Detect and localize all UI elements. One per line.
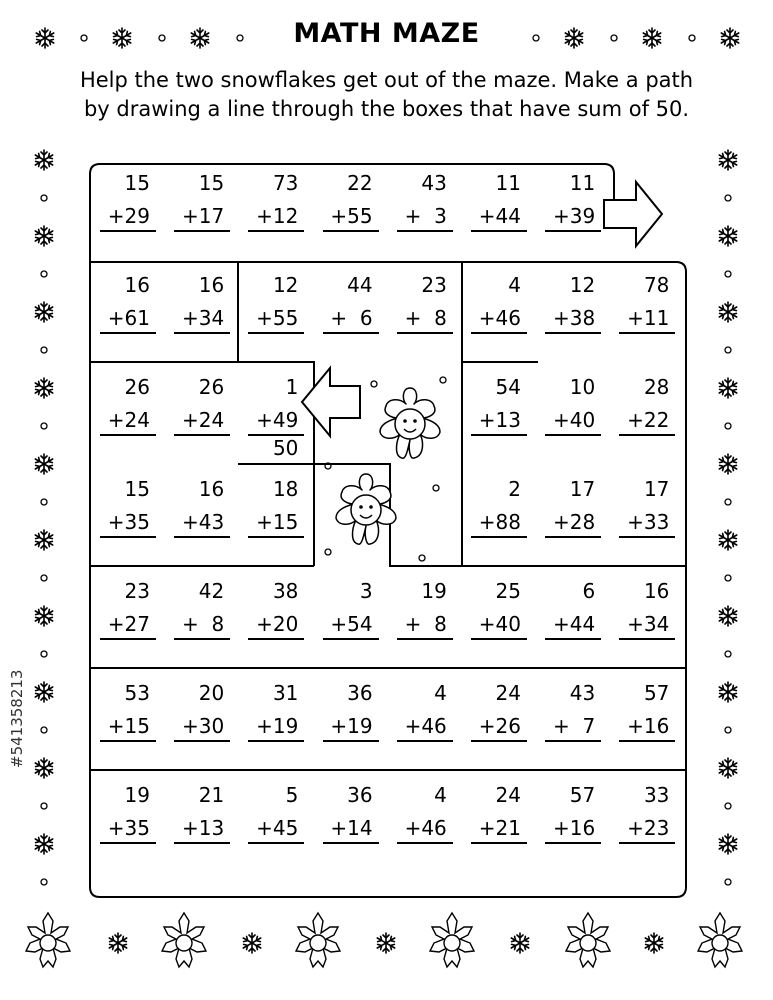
addend-top: 33 bbox=[643, 783, 670, 807]
maze-cell[interactable] bbox=[535, 162, 609, 262]
sum-line bbox=[397, 638, 453, 640]
addend-top: 53 bbox=[124, 681, 150, 705]
maze-cell[interactable] bbox=[609, 570, 683, 670]
addend-bottom: +34 bbox=[181, 306, 225, 330]
addend-bottom: +45 bbox=[256, 816, 299, 840]
addend-bottom: +14 bbox=[330, 816, 373, 840]
addend-top: 10 bbox=[569, 375, 596, 399]
sum-line bbox=[545, 536, 601, 538]
maze-cell[interactable] bbox=[313, 162, 387, 262]
addend-top: 57 bbox=[569, 783, 596, 807]
addend-bottom: +35 bbox=[107, 510, 150, 534]
addend-bottom: +30 bbox=[181, 714, 225, 738]
sum-line bbox=[397, 332, 453, 334]
addend-bottom: +12 bbox=[256, 204, 299, 228]
addend-bottom: +23 bbox=[627, 816, 670, 840]
maze-cell[interactable] bbox=[535, 570, 609, 670]
addend-bottom: +35 bbox=[107, 816, 150, 840]
addend-bottom: +55 bbox=[330, 204, 373, 228]
addend-bottom: +49 bbox=[256, 408, 299, 432]
addend-top: 4 bbox=[434, 783, 447, 807]
sum-line bbox=[100, 740, 156, 742]
addend-top: 22 bbox=[347, 171, 373, 195]
addend-bottom: +46 bbox=[478, 306, 521, 330]
maze-cell[interactable] bbox=[387, 162, 461, 262]
smiling-snowflake-icon bbox=[380, 388, 440, 458]
page-title: MATH MAZE bbox=[293, 18, 480, 49]
addend-bottom: +21 bbox=[478, 816, 521, 840]
addend-bottom: + 8 bbox=[181, 612, 225, 636]
sum-line bbox=[545, 638, 601, 640]
sum-line bbox=[471, 230, 527, 232]
sum-line bbox=[545, 740, 601, 742]
addend-bottom: +46 bbox=[404, 714, 447, 738]
maze-cell[interactable] bbox=[461, 672, 535, 772]
addend-bottom: + 8 bbox=[404, 612, 447, 636]
maze-cell[interactable] bbox=[609, 264, 683, 364]
addend-bottom: +44 bbox=[478, 204, 521, 228]
sum-line bbox=[174, 230, 230, 232]
sum-line bbox=[323, 332, 379, 334]
addend-top: 17 bbox=[569, 477, 596, 501]
maze-cell[interactable] bbox=[238, 570, 312, 670]
sum-line bbox=[248, 740, 304, 742]
addend-bottom: + 3 bbox=[404, 204, 447, 228]
addend-top: 36 bbox=[347, 783, 373, 807]
addend-top: 21 bbox=[198, 783, 225, 807]
instruction-line: by drawing a line through the boxes that have sum of 50. bbox=[83, 97, 690, 121]
addend-bottom: +38 bbox=[552, 306, 596, 330]
addend-bottom: +17 bbox=[181, 204, 225, 228]
addend-bottom: +40 bbox=[478, 612, 521, 636]
maze-cell[interactable] bbox=[313, 264, 387, 364]
maze-cell[interactable] bbox=[90, 570, 164, 670]
sum-line bbox=[619, 842, 675, 844]
addend-top: 11 bbox=[569, 171, 596, 195]
addend-top: 1 bbox=[285, 375, 299, 399]
addend-top: 23 bbox=[421, 273, 447, 297]
addend-top: 43 bbox=[569, 681, 596, 705]
instruction-line: Help the two snowflakes get out of the maze. Make a path bbox=[79, 68, 694, 92]
addend-bottom: +24 bbox=[181, 408, 225, 432]
addend-top: 19 bbox=[421, 579, 447, 603]
addend-top: 38 bbox=[272, 579, 299, 603]
addend-bottom: +54 bbox=[330, 612, 373, 636]
addend-bottom: +11 bbox=[627, 306, 670, 330]
sum-line bbox=[248, 230, 304, 232]
maze-cell[interactable] bbox=[238, 672, 312, 772]
maze-cell[interactable] bbox=[90, 162, 164, 262]
addend-bottom: +55 bbox=[256, 306, 299, 330]
addend-top: 23 bbox=[124, 579, 150, 603]
sum-line bbox=[248, 842, 304, 844]
addend-bottom: +39 bbox=[552, 204, 596, 228]
sum-line bbox=[100, 638, 156, 640]
sum-line bbox=[323, 638, 379, 640]
addend-top: 19 bbox=[124, 783, 150, 807]
addend-bottom: + 6 bbox=[330, 306, 373, 330]
maze-cell[interactable] bbox=[164, 774, 238, 874]
sum-line bbox=[397, 230, 453, 232]
addend-top: 57 bbox=[643, 681, 670, 705]
sum-line bbox=[471, 842, 527, 844]
maze-cell[interactable] bbox=[461, 366, 535, 466]
maze-cell[interactable] bbox=[238, 468, 312, 568]
addend-bottom: +40 bbox=[552, 408, 596, 432]
maze-cell[interactable] bbox=[387, 774, 461, 874]
addend-top: 24 bbox=[495, 681, 521, 705]
maze-cell[interactable] bbox=[238, 774, 312, 874]
maze-cell[interactable] bbox=[609, 774, 683, 874]
sum-line bbox=[545, 332, 601, 334]
sum-line bbox=[545, 842, 601, 844]
addend-top: 16 bbox=[198, 477, 225, 501]
addend-top: 42 bbox=[198, 579, 225, 603]
maze-cell[interactable] bbox=[164, 672, 238, 772]
addend-top: 16 bbox=[198, 273, 225, 297]
addend-top: 17 bbox=[643, 477, 670, 501]
addend-top: 5 bbox=[285, 783, 299, 807]
sum-line bbox=[248, 638, 304, 640]
sum-line bbox=[545, 230, 601, 232]
sum-line bbox=[619, 740, 675, 742]
addend-bottom: +16 bbox=[552, 816, 596, 840]
addend-bottom: +15 bbox=[256, 510, 299, 534]
addend-top: 44 bbox=[347, 273, 373, 297]
addend-top: 4 bbox=[508, 273, 521, 297]
addend-bottom: +22 bbox=[627, 408, 670, 432]
maze-cell[interactable] bbox=[90, 366, 164, 466]
maze-cell[interactable] bbox=[238, 366, 312, 466]
addend-top: 11 bbox=[495, 171, 521, 195]
maze-cell[interactable] bbox=[164, 468, 238, 568]
sum-line bbox=[248, 536, 304, 538]
addend-bottom: +88 bbox=[478, 510, 521, 534]
addend-top: 15 bbox=[124, 171, 150, 195]
addend-top: 25 bbox=[495, 579, 521, 603]
maze-cell[interactable] bbox=[90, 468, 164, 568]
addend-top: 43 bbox=[421, 171, 447, 195]
sum-answer: 50 bbox=[272, 436, 299, 460]
sum-line bbox=[397, 842, 453, 844]
addend-top: 6 bbox=[582, 579, 596, 603]
sum-line bbox=[471, 536, 527, 538]
addend-top: 24 bbox=[495, 783, 521, 807]
maze-cell[interactable] bbox=[535, 366, 609, 466]
maze-cell[interactable] bbox=[164, 570, 238, 670]
sum-line bbox=[619, 434, 675, 436]
maze-cell[interactable] bbox=[238, 264, 312, 364]
maze-cell[interactable] bbox=[90, 672, 164, 772]
addend-top: 15 bbox=[198, 171, 225, 195]
sum-line bbox=[619, 536, 675, 538]
addend-top: 2 bbox=[508, 477, 521, 501]
addend-top: 31 bbox=[272, 681, 299, 705]
maze-cell[interactable] bbox=[164, 264, 238, 364]
sum-line bbox=[100, 434, 156, 436]
maze-cell[interactable] bbox=[609, 366, 683, 466]
addend-top: 4 bbox=[434, 681, 447, 705]
sum-line bbox=[471, 434, 527, 436]
addend-top: 36 bbox=[347, 681, 373, 705]
maze-cell[interactable] bbox=[609, 468, 683, 568]
sum-line bbox=[323, 740, 379, 742]
maze-cell[interactable] bbox=[609, 672, 683, 772]
addend-bottom: +46 bbox=[404, 816, 447, 840]
addend-bottom: + 8 bbox=[404, 306, 447, 330]
sum-line bbox=[471, 638, 527, 640]
sum-line bbox=[619, 638, 675, 640]
maze-cell[interactable] bbox=[387, 570, 461, 670]
sum-line bbox=[100, 230, 156, 232]
maze-cell[interactable] bbox=[313, 570, 387, 670]
sum-line bbox=[323, 230, 379, 232]
addend-top: 26 bbox=[124, 375, 150, 399]
addend-bottom: +28 bbox=[552, 510, 596, 534]
addend-top: 78 bbox=[643, 273, 670, 297]
addend-bottom: +13 bbox=[181, 816, 225, 840]
addend-top: 54 bbox=[495, 375, 521, 399]
maze-cell[interactable] bbox=[387, 264, 461, 364]
sum-line bbox=[397, 740, 453, 742]
maze-cell[interactable] bbox=[535, 264, 609, 364]
sum-line bbox=[174, 434, 230, 436]
addend-top: 26 bbox=[198, 375, 225, 399]
sum-line bbox=[174, 536, 230, 538]
addend-top: 16 bbox=[124, 273, 150, 297]
sum-line bbox=[471, 740, 527, 742]
maze-cell[interactable] bbox=[461, 570, 535, 670]
smiling-snowflake-icon bbox=[336, 474, 396, 544]
addend-bottom: +34 bbox=[627, 612, 670, 636]
maze-cell[interactable] bbox=[313, 672, 387, 772]
addend-bottom: +24 bbox=[107, 408, 150, 432]
addend-top: 12 bbox=[569, 273, 596, 297]
right-arrow-icon bbox=[604, 182, 662, 246]
addend-top: 12 bbox=[272, 273, 299, 297]
sum-line bbox=[248, 332, 304, 334]
addend-top: 28 bbox=[643, 375, 670, 399]
maze-cell[interactable] bbox=[535, 672, 609, 772]
maze-cell[interactable] bbox=[461, 162, 535, 262]
maze-cell[interactable] bbox=[238, 162, 312, 262]
addend-top: 18 bbox=[272, 477, 299, 501]
addend-bottom: +43 bbox=[181, 510, 225, 534]
addend-bottom: +44 bbox=[552, 612, 596, 636]
addend-top: 15 bbox=[124, 477, 150, 501]
maze-cell[interactable] bbox=[535, 774, 609, 874]
maze-cell[interactable] bbox=[387, 672, 461, 772]
addend-bottom: +13 bbox=[478, 408, 521, 432]
sum-line bbox=[174, 842, 230, 844]
maze-cell[interactable] bbox=[461, 468, 535, 568]
maze-cell[interactable] bbox=[90, 264, 164, 364]
maze-cell[interactable] bbox=[461, 264, 535, 364]
sum-line bbox=[545, 434, 601, 436]
addend-top: 73 bbox=[272, 171, 299, 195]
addend-bottom: +19 bbox=[330, 714, 373, 738]
addend-bottom: +61 bbox=[107, 306, 150, 330]
maze-cell[interactable] bbox=[164, 162, 238, 262]
addend-bottom: +27 bbox=[107, 612, 150, 636]
sum-line bbox=[471, 332, 527, 334]
addend-bottom: + 7 bbox=[552, 714, 596, 738]
maze-cell[interactable] bbox=[90, 774, 164, 874]
sum-line bbox=[100, 332, 156, 334]
sum-line bbox=[174, 332, 230, 334]
maze-cell[interactable] bbox=[164, 366, 238, 466]
addend-bottom: +29 bbox=[107, 204, 150, 228]
watermark: #541358213 bbox=[8, 669, 26, 768]
maze-cell[interactable] bbox=[461, 774, 535, 874]
sum-line bbox=[174, 638, 230, 640]
addend-bottom: +20 bbox=[256, 612, 299, 636]
addend-bottom: +16 bbox=[627, 714, 670, 738]
sum-line bbox=[619, 332, 675, 334]
sum-line bbox=[323, 842, 379, 844]
addend-top: 3 bbox=[359, 579, 373, 603]
maze-cell[interactable] bbox=[313, 774, 387, 874]
addend-top: 20 bbox=[198, 681, 225, 705]
sum-line bbox=[100, 842, 156, 844]
addend-bottom: +19 bbox=[256, 714, 299, 738]
addend-bottom: +26 bbox=[478, 714, 521, 738]
addend-top: 16 bbox=[643, 579, 670, 603]
addend-bottom: +15 bbox=[107, 714, 150, 738]
sum-line bbox=[100, 536, 156, 538]
addend-bottom: +33 bbox=[627, 510, 670, 534]
sum-line bbox=[174, 740, 230, 742]
maze-cell[interactable] bbox=[535, 468, 609, 568]
